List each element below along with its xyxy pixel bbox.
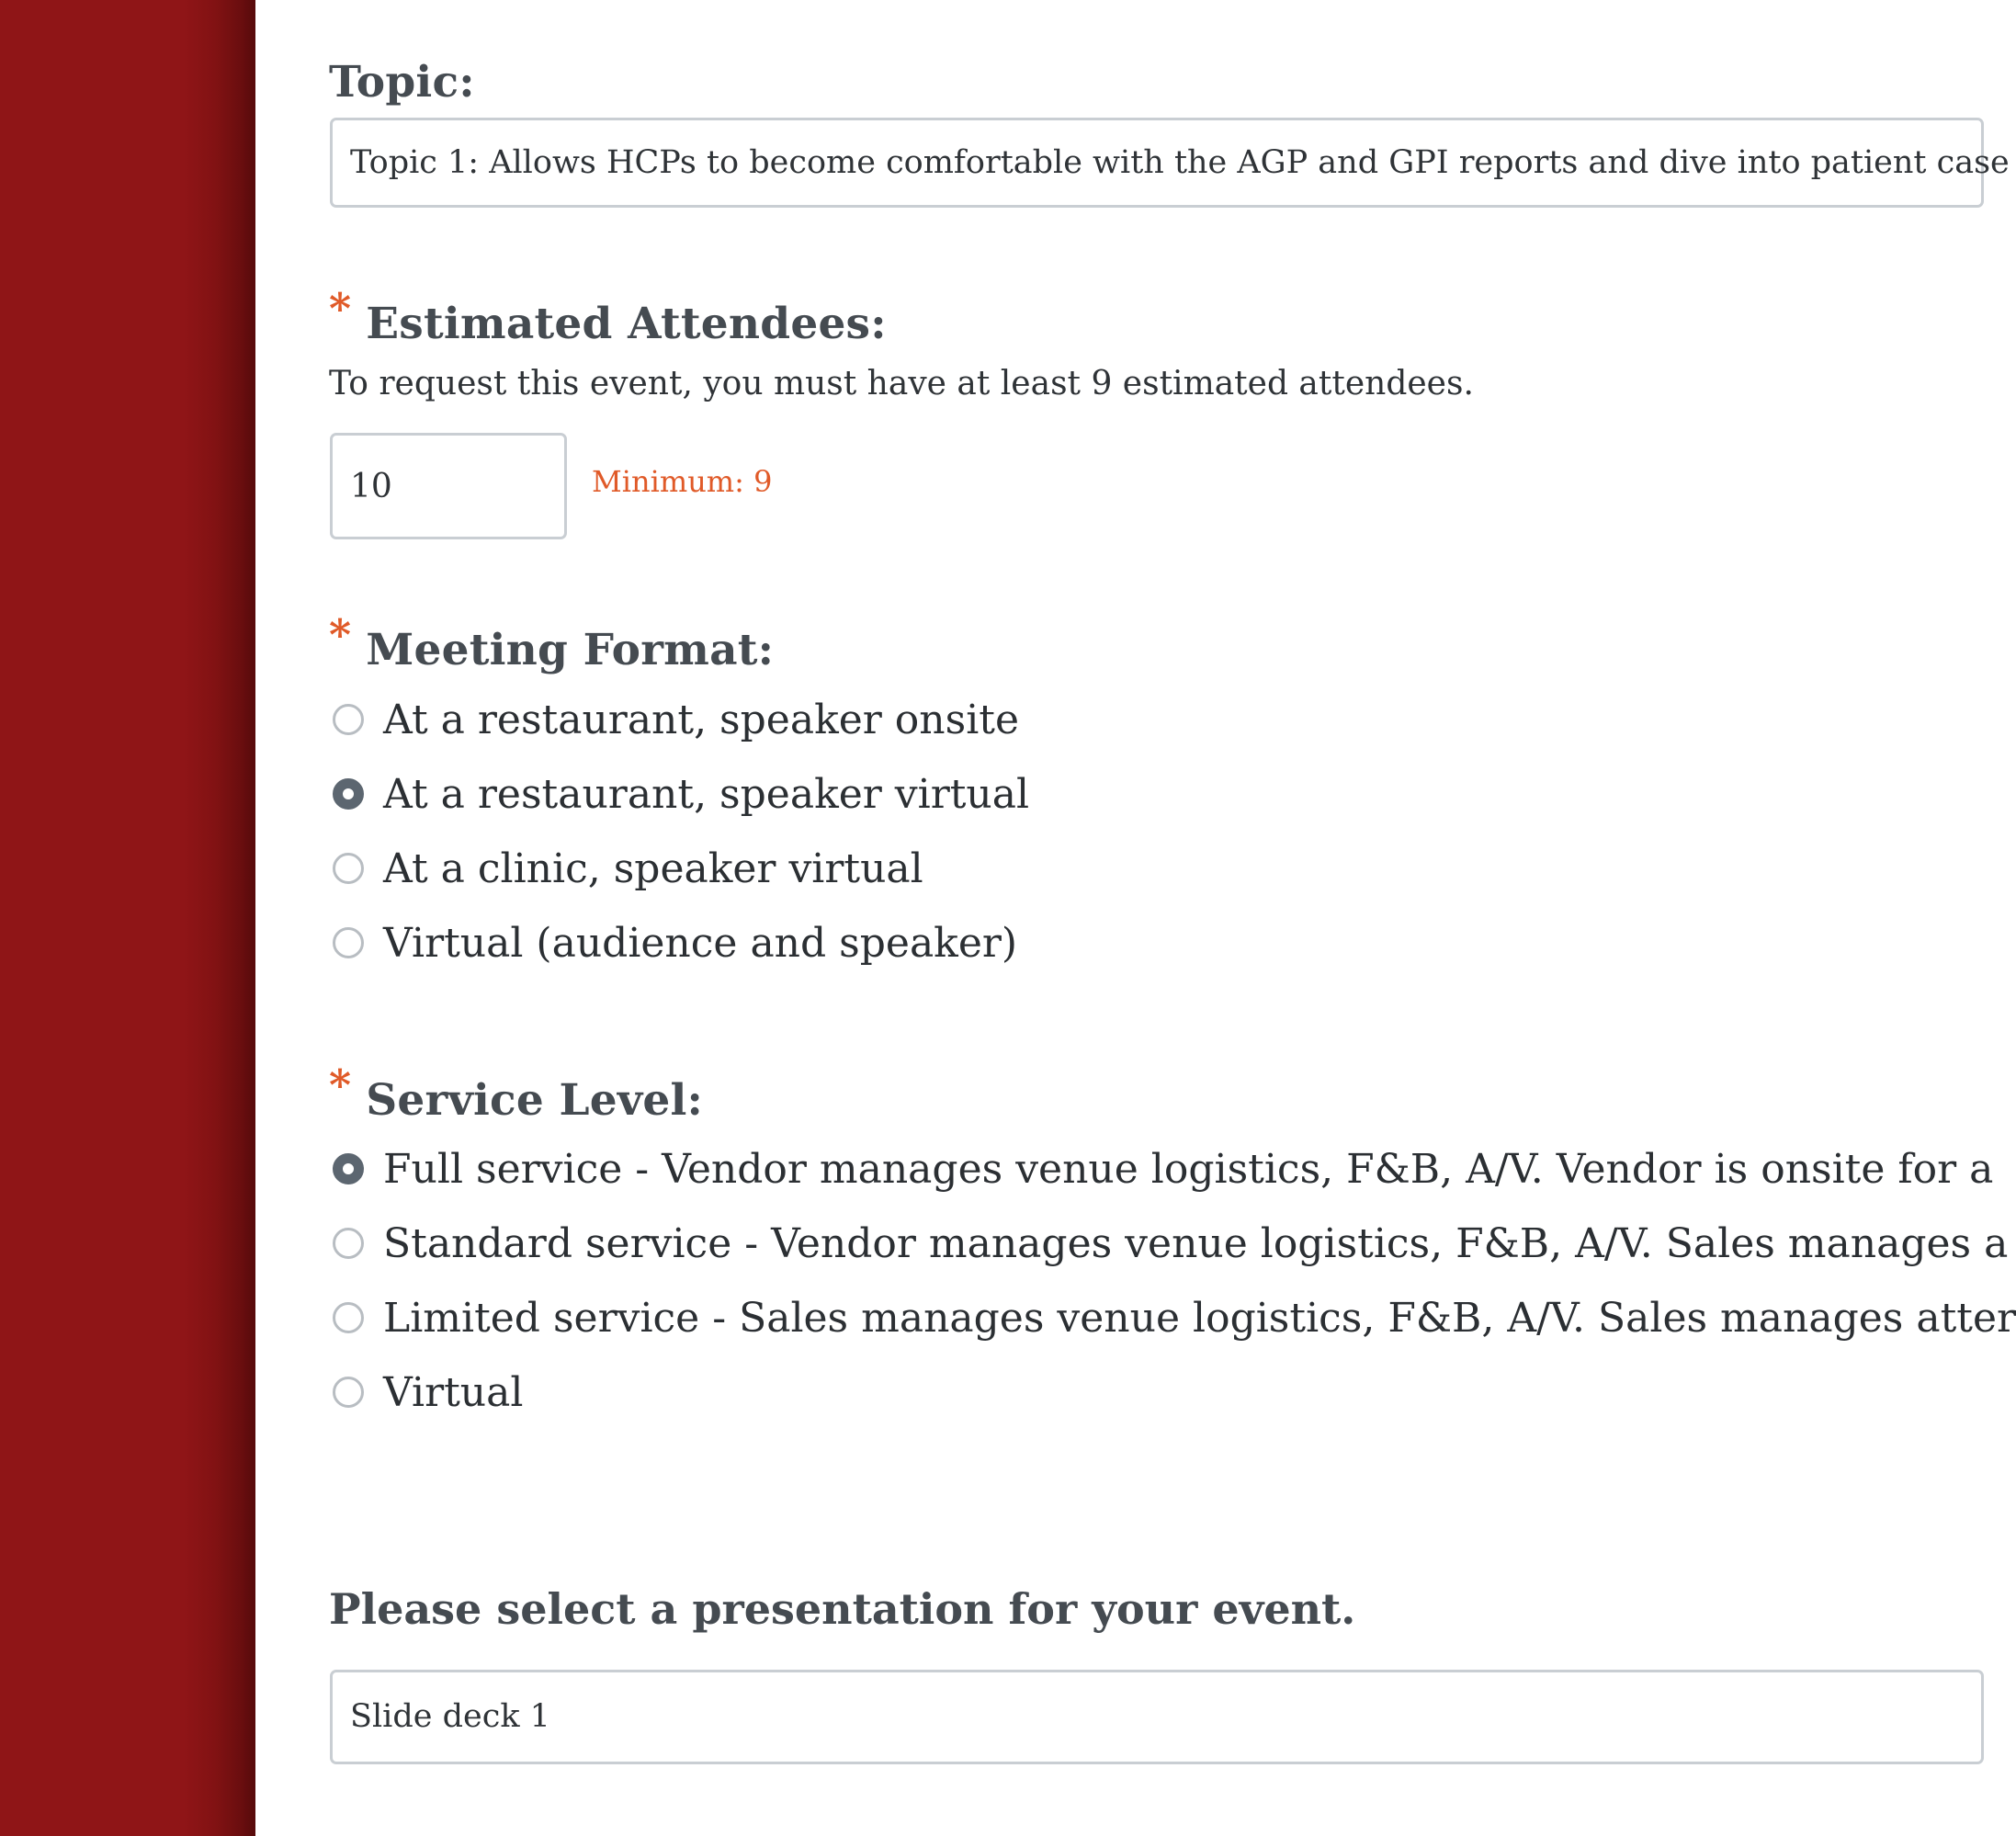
minimum-hint: Minimum: 9: [592, 464, 773, 499]
service-level-option-label: Standard service - Vendor manages venue logistics, F&B, A/V. Sales manages a: [383, 1219, 2009, 1267]
attendees-input[interactable]: [330, 433, 567, 539]
service-level-label: Service Level:: [366, 1075, 704, 1126]
left-sidebar-panel: [0, 0, 255, 1836]
attendees-label: Estimated Attendees:: [366, 299, 887, 349]
radio-unchecked-icon[interactable]: [333, 1228, 364, 1259]
service-level-option-limited[interactable]: [333, 1290, 2016, 1345]
service-level-option-full[interactable]: [333, 1141, 1993, 1196]
event-request-form: [255, 0, 2016, 1836]
radio-checked-icon[interactable]: [333, 778, 364, 810]
meeting-format-option-restaurant-onsite[interactable]: [333, 692, 1019, 747]
meeting-format-option-label: Virtual (audience and speaker): [383, 919, 1018, 967]
meeting-format-option-virtual[interactable]: [333, 915, 1017, 970]
service-level-heading: [329, 1060, 704, 1126]
required-asterisk: *: [329, 284, 352, 334]
service-level-option-label: Limited service - Sales manages venue logistics, F&B, A/V. Sales manages atter: [383, 1294, 2016, 1342]
service-level-option-label: Virtual: [383, 1368, 524, 1416]
required-asterisk: *: [329, 610, 352, 660]
meeting-format-option-clinic-virtual[interactable]: [333, 841, 923, 896]
radio-checked-icon[interactable]: [333, 1153, 364, 1184]
meeting-format-label: Meeting Format:: [366, 625, 775, 675]
radio-unchecked-icon[interactable]: [333, 853, 364, 884]
presentation-label: Please select a presentation for your event.: [329, 1584, 1356, 1634]
service-level-option-standard[interactable]: [333, 1216, 2008, 1271]
service-level-option-label: Full service - Vendor manages venue logistics, F&B, A/V. Vendor is onsite for a: [383, 1145, 1994, 1193]
attendees-helper-text: To request this event, you must have at least 9 estimated attendees.: [329, 365, 1474, 402]
radio-unchecked-icon[interactable]: [333, 1377, 364, 1408]
radio-unchecked-icon[interactable]: [333, 704, 364, 735]
topic-label: Topic:: [329, 57, 475, 108]
service-level-option-virtual[interactable]: [333, 1365, 523, 1420]
required-asterisk: *: [329, 1060, 352, 1110]
meeting-format-option-restaurant-virtual[interactable]: [333, 766, 1029, 822]
attendees-heading: [329, 284, 887, 349]
meeting-format-option-label: At a restaurant, speaker virtual: [383, 770, 1030, 818]
meeting-format-heading: [329, 610, 775, 675]
meeting-format-option-label: At a restaurant, speaker onsite: [383, 696, 1019, 743]
topic-field[interactable]: Topic 1: Allows HCPs to become comfortable with the AGP and GPI reports and dive into patient case: [330, 118, 1984, 208]
radio-unchecked-icon[interactable]: [333, 1302, 364, 1333]
presentation-select[interactable]: Slide deck 1: [330, 1670, 1984, 1764]
radio-unchecked-icon[interactable]: [333, 927, 364, 958]
meeting-format-option-label: At a clinic, speaker virtual: [383, 844, 923, 892]
